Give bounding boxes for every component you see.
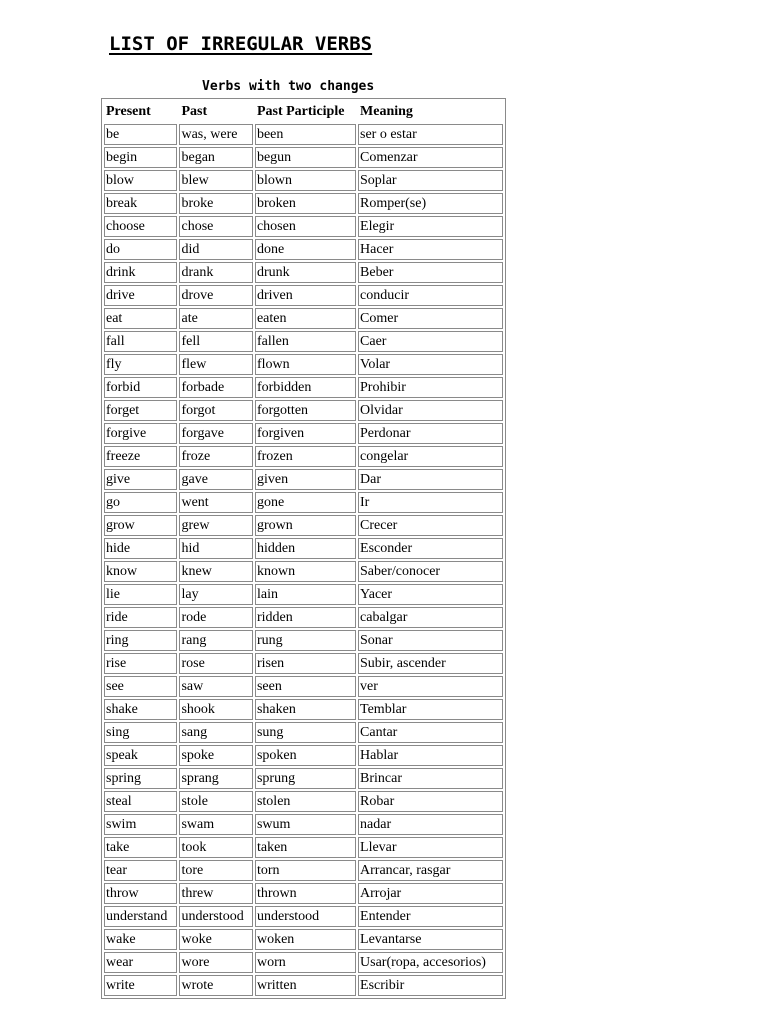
cell-past: did bbox=[179, 239, 252, 260]
cell-meaning: Olvidar bbox=[358, 400, 503, 421]
cell-past-participle: fallen bbox=[255, 331, 356, 352]
cell-meaning: Volar bbox=[358, 354, 503, 375]
cell-meaning: Hacer bbox=[358, 239, 503, 260]
table-row bbox=[104, 722, 503, 743]
cell-past: understood bbox=[179, 906, 252, 927]
table-row bbox=[104, 538, 503, 559]
cell-present: go bbox=[104, 492, 177, 513]
cell-past: forgave bbox=[179, 423, 252, 444]
table-row bbox=[104, 193, 503, 214]
cell-present: lie bbox=[104, 584, 177, 605]
cell-present: choose bbox=[104, 216, 177, 237]
cell-past: blew bbox=[179, 170, 252, 191]
table-row bbox=[104, 515, 503, 536]
cell-past: wore bbox=[179, 952, 252, 973]
header-present: Present bbox=[106, 104, 151, 119]
cell-past: tore bbox=[179, 860, 252, 881]
cell-past-participle: been bbox=[255, 124, 356, 145]
table-row bbox=[104, 147, 503, 168]
cell-past: saw bbox=[179, 676, 252, 697]
table-row bbox=[104, 469, 503, 490]
cell-past-participle: driven bbox=[255, 285, 356, 306]
cell-past-participle: forgotten bbox=[255, 400, 356, 421]
cell-past-participle: written bbox=[255, 975, 356, 996]
cell-past: rose bbox=[179, 653, 252, 674]
cell-present: eat bbox=[104, 308, 177, 329]
cell-meaning: Crecer bbox=[358, 515, 503, 536]
cell-past-participle: swum bbox=[255, 814, 356, 835]
cell-present: swim bbox=[104, 814, 177, 835]
table-row bbox=[104, 285, 503, 306]
cell-present: hide bbox=[104, 538, 177, 559]
cell-meaning: Brincar bbox=[358, 768, 503, 789]
cell-meaning: Cantar bbox=[358, 722, 503, 743]
table-row bbox=[104, 446, 503, 467]
table-row bbox=[104, 929, 503, 950]
cell-past-participle: seen bbox=[255, 676, 356, 697]
cell-meaning: congelar bbox=[358, 446, 503, 467]
cell-present: drink bbox=[104, 262, 177, 283]
cell-past-participle: spoken bbox=[255, 745, 356, 766]
cell-past-participle: given bbox=[255, 469, 356, 490]
cell-past: ate bbox=[179, 308, 252, 329]
cell-present: wear bbox=[104, 952, 177, 973]
cell-present: see bbox=[104, 676, 177, 697]
table-row bbox=[104, 883, 503, 904]
cell-present: begin bbox=[104, 147, 177, 168]
cell-present: take bbox=[104, 837, 177, 858]
cell-past: drove bbox=[179, 285, 252, 306]
cell-meaning: Sonar bbox=[358, 630, 503, 651]
cell-meaning: Entender bbox=[358, 906, 503, 927]
cell-past: forgot bbox=[179, 400, 252, 421]
table-row bbox=[104, 216, 503, 237]
cell-present: understand bbox=[104, 906, 177, 927]
cell-past-participle: thrown bbox=[255, 883, 356, 904]
table-row bbox=[104, 676, 503, 697]
cell-past-participle: done bbox=[255, 239, 356, 260]
cell-meaning: Caer bbox=[358, 331, 503, 352]
cell-meaning: Usar(ropa, accesorios) bbox=[358, 952, 503, 973]
cell-present: shake bbox=[104, 699, 177, 720]
cell-meaning: Subir, ascender bbox=[358, 653, 503, 674]
cell-present: be bbox=[104, 124, 177, 145]
table-row bbox=[104, 630, 503, 651]
cell-past: went bbox=[179, 492, 252, 513]
table-row bbox=[104, 400, 503, 421]
table-row bbox=[104, 331, 503, 352]
cell-past: took bbox=[179, 837, 252, 858]
cell-present: forbid bbox=[104, 377, 177, 398]
table-row bbox=[104, 354, 503, 375]
table-header-row bbox=[104, 101, 503, 122]
cell-present: drive bbox=[104, 285, 177, 306]
cell-meaning: Yacer bbox=[358, 584, 503, 605]
cell-meaning: Arrojar bbox=[358, 883, 503, 904]
cell-meaning: Romper(se) bbox=[358, 193, 503, 214]
table-row bbox=[104, 860, 503, 881]
cell-past: threw bbox=[179, 883, 252, 904]
cell-meaning: Llevar bbox=[358, 837, 503, 858]
table-row bbox=[104, 745, 503, 766]
cell-past: was, were bbox=[179, 124, 252, 145]
header-past-participle: Past Participle bbox=[256, 104, 345, 119]
cell-past-participle: woken bbox=[255, 929, 356, 950]
cell-present: fly bbox=[104, 354, 177, 375]
cell-present: ride bbox=[104, 607, 177, 628]
cell-past: shook bbox=[179, 699, 252, 720]
cell-meaning: ser o estar bbox=[358, 124, 503, 145]
cell-present: sing bbox=[104, 722, 177, 743]
table-subtitle: Verbs with two changes bbox=[202, 79, 375, 94]
cell-meaning: Elegir bbox=[358, 216, 503, 237]
cell-present: spring bbox=[104, 768, 177, 789]
cell-past-participle: understood bbox=[255, 906, 356, 927]
cell-past-participle: forbidden bbox=[255, 377, 356, 398]
table-row bbox=[104, 906, 503, 927]
cell-past-participle: risen bbox=[255, 653, 356, 674]
table-row bbox=[104, 837, 503, 858]
cell-meaning: Comer bbox=[358, 308, 503, 329]
document-title: LIST OF IRREGULAR VERBS bbox=[109, 33, 373, 55]
cell-meaning: Temblar bbox=[358, 699, 503, 720]
cell-meaning: Soplar bbox=[358, 170, 503, 191]
cell-meaning: ver bbox=[358, 676, 503, 697]
cell-present: tear bbox=[104, 860, 177, 881]
cell-past-participle: forgiven bbox=[255, 423, 356, 444]
table-row bbox=[104, 699, 503, 720]
cell-past: sang bbox=[179, 722, 252, 743]
table-row bbox=[104, 814, 503, 835]
cell-past-participle: grown bbox=[255, 515, 356, 536]
cell-past: drank bbox=[179, 262, 252, 283]
table-row bbox=[104, 952, 503, 973]
table-row bbox=[104, 791, 503, 812]
cell-present: write bbox=[104, 975, 177, 996]
cell-present: throw bbox=[104, 883, 177, 904]
cell-present: rise bbox=[104, 653, 177, 674]
cell-meaning: Levantarse bbox=[358, 929, 503, 950]
table-row bbox=[104, 768, 503, 789]
cell-past: lay bbox=[179, 584, 252, 605]
cell-meaning: Ir bbox=[358, 492, 503, 513]
cell-past: wrote bbox=[179, 975, 252, 996]
cell-past-participle: taken bbox=[255, 837, 356, 858]
cell-past-participle: worn bbox=[255, 952, 356, 973]
cell-present: give bbox=[104, 469, 177, 490]
cell-past: broke bbox=[179, 193, 252, 214]
cell-meaning: Esconder bbox=[358, 538, 503, 559]
cell-present: ring bbox=[104, 630, 177, 651]
cell-present: grow bbox=[104, 515, 177, 536]
cell-past-participle: blown bbox=[255, 170, 356, 191]
cell-past-participle: broken bbox=[255, 193, 356, 214]
cell-meaning: Escribir bbox=[358, 975, 503, 996]
cell-past: sprang bbox=[179, 768, 252, 789]
table-row bbox=[104, 124, 503, 145]
table-row bbox=[104, 170, 503, 191]
cell-past: forbade bbox=[179, 377, 252, 398]
cell-past: rang bbox=[179, 630, 252, 651]
cell-past-participle: frozen bbox=[255, 446, 356, 467]
cell-present: fall bbox=[104, 331, 177, 352]
cell-past-participle: ridden bbox=[255, 607, 356, 628]
cell-meaning: conducir bbox=[358, 285, 503, 306]
cell-past: knew bbox=[179, 561, 252, 582]
header-meaning: Meaning bbox=[360, 104, 413, 119]
cell-past-participle: known bbox=[255, 561, 356, 582]
table-row bbox=[104, 584, 503, 605]
cell-past-participle: begun bbox=[255, 147, 356, 168]
cell-past: began bbox=[179, 147, 252, 168]
cell-present: break bbox=[104, 193, 177, 214]
cell-meaning: Robar bbox=[358, 791, 503, 812]
cell-past: chose bbox=[179, 216, 252, 237]
cell-past-participle: shaken bbox=[255, 699, 356, 720]
cell-past-participle: drunk bbox=[255, 262, 356, 283]
cell-meaning: Dar bbox=[358, 469, 503, 490]
cell-meaning: Hablar bbox=[358, 745, 503, 766]
table-row bbox=[104, 308, 503, 329]
cell-past-participle: gone bbox=[255, 492, 356, 513]
cell-past: flew bbox=[179, 354, 252, 375]
cell-present: forget bbox=[104, 400, 177, 421]
cell-present: speak bbox=[104, 745, 177, 766]
cell-past-participle: stolen bbox=[255, 791, 356, 812]
cell-past-participle: torn bbox=[255, 860, 356, 881]
cell-meaning: nadar bbox=[358, 814, 503, 835]
cell-past-participle: sung bbox=[255, 722, 356, 743]
cell-present: steal bbox=[104, 791, 177, 812]
cell-meaning: Prohibir bbox=[358, 377, 503, 398]
cell-past: woke bbox=[179, 929, 252, 950]
table-row bbox=[104, 239, 503, 260]
cell-past: grew bbox=[179, 515, 252, 536]
cell-present: wake bbox=[104, 929, 177, 950]
cell-past-participle: sprung bbox=[255, 768, 356, 789]
table-row bbox=[104, 262, 503, 283]
header-past: Past bbox=[181, 104, 208, 119]
table-row bbox=[104, 561, 503, 582]
cell-past-participle: flown bbox=[255, 354, 356, 375]
cell-meaning: Perdonar bbox=[358, 423, 503, 444]
cell-past-participle: hidden bbox=[255, 538, 356, 559]
cell-past: spoke bbox=[179, 745, 252, 766]
cell-past: hid bbox=[179, 538, 252, 559]
cell-present: forgive bbox=[104, 423, 177, 444]
cell-past: gave bbox=[179, 469, 252, 490]
cell-past-participle: rung bbox=[255, 630, 356, 651]
cell-past: froze bbox=[179, 446, 252, 467]
table-row bbox=[104, 653, 503, 674]
irregular-verbs-table bbox=[101, 98, 506, 999]
table-row bbox=[104, 492, 503, 513]
cell-past-participle: eaten bbox=[255, 308, 356, 329]
cell-past-participle: chosen bbox=[255, 216, 356, 237]
table-row bbox=[104, 975, 503, 996]
cell-meaning: Arrancar, rasgar bbox=[358, 860, 503, 881]
table-body bbox=[104, 124, 503, 996]
cell-past: fell bbox=[179, 331, 252, 352]
table-row bbox=[104, 607, 503, 628]
cell-present: blow bbox=[104, 170, 177, 191]
table-row bbox=[104, 377, 503, 398]
cell-meaning: cabalgar bbox=[358, 607, 503, 628]
cell-present: know bbox=[104, 561, 177, 582]
cell-past: stole bbox=[179, 791, 252, 812]
cell-meaning: Beber bbox=[358, 262, 503, 283]
cell-meaning: Saber/conocer bbox=[358, 561, 503, 582]
cell-meaning: Comenzar bbox=[358, 147, 503, 168]
cell-present: freeze bbox=[104, 446, 177, 467]
cell-past-participle: lain bbox=[255, 584, 356, 605]
cell-present: do bbox=[104, 239, 177, 260]
cell-past: swam bbox=[179, 814, 252, 835]
cell-past: rode bbox=[179, 607, 252, 628]
table-row bbox=[104, 423, 503, 444]
